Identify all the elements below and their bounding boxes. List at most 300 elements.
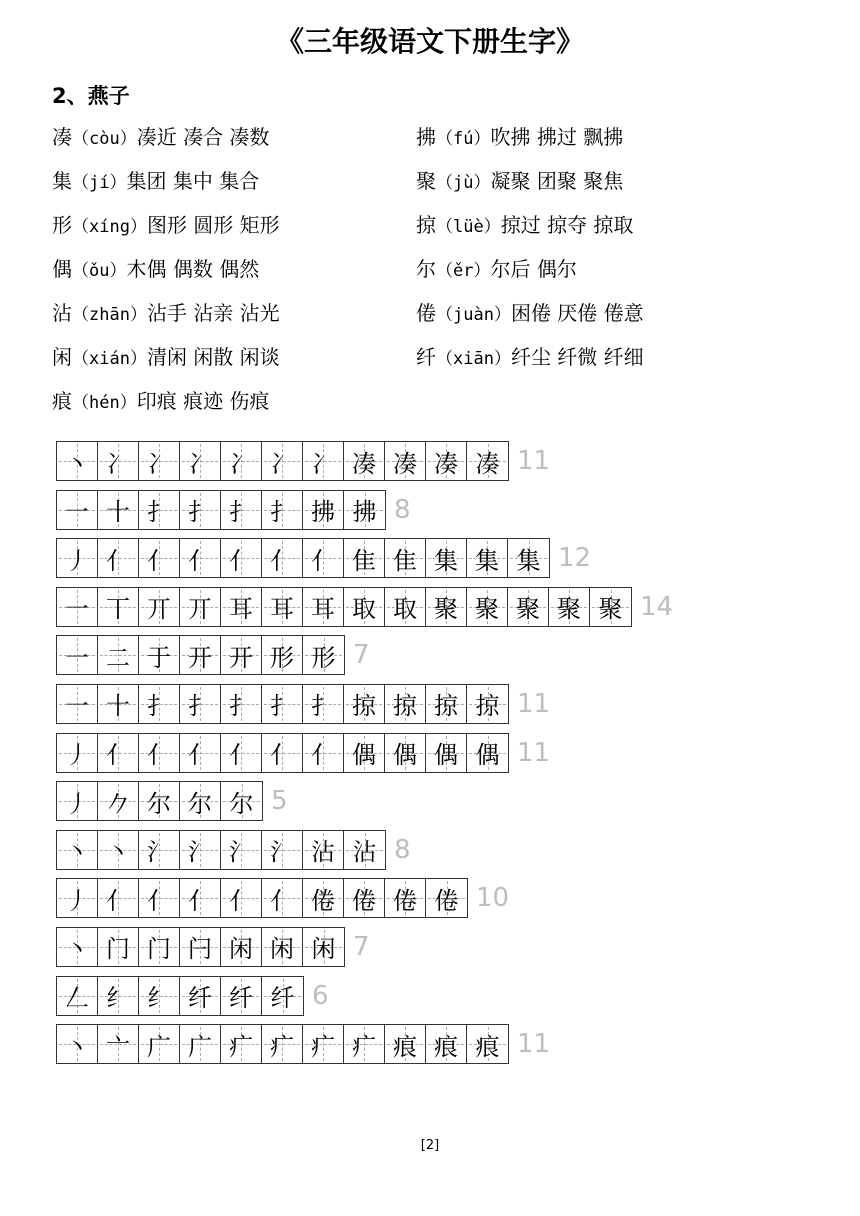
- vocab-char: 掠: [416, 213, 436, 237]
- stroke-glyph: 偶: [352, 741, 376, 770]
- stroke-cell: [98, 928, 139, 966]
- stroke-glyph: 疒: [311, 1032, 335, 1061]
- stroke-cell: [180, 928, 221, 966]
- stroke-glyph: 倦: [352, 886, 376, 915]
- stroke-cell: [262, 636, 303, 674]
- stroke-cell: [344, 685, 385, 723]
- stroke-glyph: 门: [106, 935, 130, 964]
- stroke-cell: [221, 879, 262, 917]
- vocab-pinyin: （hén）: [72, 393, 137, 413]
- stroke-glyph: 集: [434, 546, 458, 575]
- stroke-cell: [262, 491, 303, 529]
- stroke-glyph: 形: [311, 643, 336, 672]
- stroke-glyph: 丶: [65, 449, 89, 478]
- stroke-cell: [467, 685, 508, 723]
- stroke-cell: [180, 977, 221, 1015]
- vocab-char: 凑: [52, 125, 72, 149]
- vocab-pinyin: （xiān）: [436, 349, 511, 369]
- stroke-glyph: 亻: [147, 741, 171, 770]
- stroke-cells: [56, 441, 509, 481]
- stroke-count: 7: [353, 931, 370, 962]
- stroke-cell: [139, 539, 180, 577]
- stroke-cell: [426, 539, 467, 577]
- stroke-glyph: 亻: [147, 546, 171, 575]
- stroke-cell: [57, 442, 98, 480]
- stroke-glyph: 耳: [270, 595, 294, 624]
- vocab-entry: [416, 120, 796, 164]
- stroke-glyph: 亻: [270, 741, 294, 770]
- stroke-cells: [56, 587, 632, 627]
- stroke-count: 11: [517, 688, 551, 719]
- stroke-glyph: 拂: [352, 498, 377, 527]
- stroke-glyph: 扌: [229, 692, 253, 721]
- stroke-cells: [56, 878, 468, 918]
- vocab-char: 痕: [52, 389, 72, 413]
- vocab-pinyin: （còu）: [72, 129, 137, 149]
- stroke-row: [56, 781, 673, 821]
- stroke-cell: [57, 928, 98, 966]
- stroke-glyph: 倦: [311, 886, 335, 915]
- stroke-cell: [139, 831, 180, 869]
- stroke-glyph: 亻: [311, 546, 335, 575]
- stroke-glyph: 扌: [229, 498, 253, 527]
- stroke-cell: [467, 442, 508, 480]
- stroke-cell: [139, 1025, 180, 1063]
- stroke-cells: [56, 538, 550, 578]
- vocab-pinyin: （xíng）: [72, 217, 147, 237]
- stroke-cell: [98, 442, 139, 480]
- stroke-cell: [303, 685, 344, 723]
- stroke-glyph: 集: [475, 546, 499, 575]
- stroke-glyph: 丶: [65, 838, 89, 867]
- vocab-char: 拂: [416, 125, 436, 149]
- stroke-cell: [262, 928, 303, 966]
- stroke-glyph: 纟: [147, 984, 171, 1013]
- stroke-glyph: 聚: [598, 595, 623, 624]
- stroke-cell: [98, 977, 139, 1015]
- stroke-glyph: 拂: [311, 498, 335, 527]
- vocab-char: 纤: [416, 345, 436, 369]
- stroke-count: 11: [517, 446, 551, 476]
- vocab-words: 图形 圆形 矩形: [146, 213, 280, 237]
- vocab-words: 纤尘 纤微 纤细: [510, 345, 644, 369]
- stroke-cell: [139, 588, 180, 626]
- stroke-cell: [221, 491, 262, 529]
- stroke-glyph: 冫: [311, 449, 335, 478]
- stroke-glyph: 亻: [106, 741, 130, 770]
- stroke-glyph: 闩: [188, 935, 212, 964]
- stroke-glyph: 氵: [188, 838, 212, 867]
- stroke-row: [56, 587, 673, 627]
- stroke-glyph: 扌: [270, 692, 294, 721]
- stroke-cell: [221, 685, 262, 723]
- stroke-row: [56, 927, 673, 967]
- stroke-cell: [98, 1025, 139, 1063]
- stroke-glyph: 冫: [188, 449, 212, 478]
- stroke-glyph: 凑: [393, 449, 417, 478]
- stroke-cell: [57, 734, 98, 772]
- stroke-glyph: 尔: [188, 789, 212, 818]
- stroke-glyph: 倦: [434, 886, 459, 915]
- stroke-cell: [98, 685, 139, 723]
- stroke-cell: [303, 539, 344, 577]
- stroke-glyph: 沾: [352, 838, 377, 867]
- stroke-cell: [57, 782, 98, 820]
- stroke-cell: [139, 491, 180, 529]
- stroke-cell: [385, 879, 426, 917]
- stroke-cell: [385, 685, 426, 723]
- stroke-glyph: 丅: [106, 595, 130, 624]
- stroke-cell: [139, 636, 180, 674]
- stroke-cell: [426, 734, 467, 772]
- stroke-glyph: 耳: [229, 595, 253, 624]
- stroke-glyph: 掠: [475, 692, 500, 721]
- stroke-glyph: 沾: [311, 838, 335, 867]
- stroke-glyph: 耳: [311, 595, 335, 624]
- stroke-glyph: 掠: [352, 692, 376, 721]
- stroke-cell: [221, 782, 262, 820]
- stroke-cell: [344, 588, 385, 626]
- stroke-cell: [508, 588, 549, 626]
- stroke-glyph: 偶: [434, 741, 458, 770]
- vocab-entry: [52, 164, 432, 208]
- stroke-cell: [180, 1025, 221, 1063]
- stroke-glyph: 亻: [311, 741, 335, 770]
- stroke-cell: [221, 636, 262, 674]
- stroke-glyph: 丶: [65, 935, 89, 964]
- page-number: [2]: [420, 1138, 440, 1153]
- stroke-glyph: 亻: [106, 886, 130, 915]
- stroke-cell: [139, 928, 180, 966]
- stroke-row: [56, 635, 673, 675]
- vocab-pinyin: （juàn）: [436, 305, 511, 325]
- stroke-row: [56, 538, 673, 578]
- stroke-glyph: 凑: [434, 449, 458, 478]
- stroke-glyph: 聚: [557, 595, 581, 624]
- vocab-words: 尔后 偶尔: [490, 257, 577, 281]
- stroke-glyph: 丿: [65, 886, 89, 915]
- stroke-cell: [221, 1025, 262, 1063]
- stroke-glyph: 𠂊: [106, 789, 130, 818]
- stroke-cell: [221, 442, 262, 480]
- stroke-cell: [139, 685, 180, 723]
- stroke-count: 12: [558, 543, 592, 574]
- stroke-cell: [590, 588, 631, 626]
- stroke-cell: [57, 685, 98, 723]
- stroke-cells: [56, 976, 304, 1016]
- stroke-glyph: 丿: [65, 546, 89, 575]
- stroke-glyph: 冫: [229, 449, 253, 478]
- vocab-words: 集团 集中 集合: [126, 169, 260, 193]
- vocab-list-left: [52, 120, 432, 428]
- vocab-entry: [52, 208, 432, 252]
- vocab-words: 吹拂 拂过 飘拂: [490, 125, 624, 149]
- stroke-glyph: 聚: [475, 595, 499, 624]
- vocab-entry: [416, 164, 796, 208]
- stroke-row: [56, 1024, 673, 1064]
- stroke-cell: [221, 977, 262, 1015]
- stroke-glyph: 氵: [147, 838, 171, 867]
- stroke-glyph: 亻: [188, 546, 212, 575]
- stroke-cell: [385, 734, 426, 772]
- stroke-cell: [385, 442, 426, 480]
- stroke-cell: [221, 734, 262, 772]
- stroke-cell: [549, 588, 590, 626]
- vocab-entry: [52, 384, 432, 428]
- stroke-row: [56, 441, 673, 481]
- vocab-words: 掠过 掠夺 掠取: [500, 213, 634, 237]
- stroke-cell: [344, 734, 385, 772]
- stroke-glyph: 亻: [270, 546, 294, 575]
- stroke-cell: [385, 1025, 426, 1063]
- stroke-cell: [344, 491, 385, 529]
- stroke-glyph: 亻: [229, 741, 253, 770]
- vocab-pinyin: （xián）: [72, 349, 147, 369]
- stroke-cell: [262, 879, 303, 917]
- stroke-row: [56, 976, 673, 1016]
- stroke-cell: [221, 539, 262, 577]
- stroke-glyph: 闲: [311, 935, 336, 964]
- stroke-glyph: 尔: [147, 789, 171, 818]
- stroke-cell: [98, 491, 139, 529]
- stroke-glyph: 痕: [393, 1032, 417, 1061]
- stroke-cells: [56, 927, 345, 967]
- stroke-cell: [139, 734, 180, 772]
- stroke-glyph: 疒: [270, 1032, 294, 1061]
- stroke-glyph: 集: [516, 546, 541, 575]
- stroke-glyph: 聚: [516, 595, 540, 624]
- stroke-cell: [139, 977, 180, 1015]
- stroke-glyph: 开: [229, 643, 253, 672]
- stroke-count: 11: [517, 737, 551, 768]
- stroke-cell: [303, 491, 344, 529]
- stroke-cell: [303, 636, 344, 674]
- stroke-glyph: 扌: [311, 692, 335, 721]
- stroke-cell: [180, 685, 221, 723]
- stroke-cell: [221, 831, 262, 869]
- stroke-cell: [98, 782, 139, 820]
- vocab-pinyin: （zhān）: [72, 305, 147, 325]
- stroke-glyph: 亻: [188, 741, 212, 770]
- stroke-cell: [262, 734, 303, 772]
- vocab-char: 闲: [52, 345, 72, 369]
- stroke-cell: [98, 636, 139, 674]
- stroke-glyph: 取: [393, 595, 417, 624]
- stroke-cell: [426, 1025, 467, 1063]
- stroke-cell: [262, 539, 303, 577]
- stroke-glyph: 扌: [188, 692, 212, 721]
- vocab-char: 偶: [52, 257, 72, 281]
- stroke-cells: [56, 490, 386, 530]
- stroke-glyph: 偶: [393, 741, 417, 770]
- stroke-count: 5: [271, 786, 288, 817]
- stroke-cell: [180, 491, 221, 529]
- stroke-row: [56, 684, 673, 724]
- stroke-row: [56, 878, 673, 918]
- vocab-entry: [52, 120, 432, 164]
- vocab-pinyin: （lüè）: [436, 217, 501, 237]
- vocab-words: 清闲 闲散 闲谈: [146, 345, 280, 369]
- stroke-cells: [56, 733, 509, 773]
- stroke-glyph: 纤: [229, 984, 253, 1013]
- stroke-glyph: 倦: [393, 886, 417, 915]
- vocab-char: 聚: [416, 169, 436, 193]
- stroke-glyph: 丶: [65, 1032, 89, 1061]
- stroke-cell: [426, 442, 467, 480]
- stroke-count: 11: [517, 1029, 551, 1060]
- stroke-glyph: 丶: [106, 838, 130, 867]
- stroke-cell: [426, 879, 467, 917]
- stroke-cell: [221, 928, 262, 966]
- stroke-cell: [139, 442, 180, 480]
- stroke-glyph: 亻: [188, 886, 212, 915]
- stroke-cell: [262, 831, 303, 869]
- stroke-glyph: 亻: [229, 886, 253, 915]
- stroke-cell: [385, 588, 426, 626]
- stroke-cell: [262, 685, 303, 723]
- stroke-cell: [303, 442, 344, 480]
- stroke-glyph: 丌: [147, 595, 171, 624]
- stroke-glyph: 十: [106, 692, 130, 721]
- stroke-cell: [344, 831, 385, 869]
- stroke-glyph: 隹: [352, 546, 376, 575]
- vocab-char: 沾: [52, 301, 72, 325]
- stroke-cell: [426, 588, 467, 626]
- stroke-glyph: 闲: [270, 935, 294, 964]
- stroke-glyph: 疒: [352, 1032, 376, 1061]
- stroke-cells: [56, 1024, 509, 1064]
- stroke-cell: [180, 636, 221, 674]
- stroke-cell: [344, 442, 385, 480]
- vocab-words: 困倦 厌倦 倦意: [510, 301, 644, 325]
- stroke-cell: [180, 539, 221, 577]
- stroke-glyph: 疒: [229, 1032, 253, 1061]
- stroke-cell: [57, 831, 98, 869]
- stroke-glyph: 一: [65, 692, 89, 721]
- stroke-glyph: 闲: [229, 935, 253, 964]
- stroke-glyph: 扌: [188, 498, 212, 527]
- stroke-glyph: 二: [106, 643, 130, 672]
- stroke-cell: [303, 928, 344, 966]
- vocab-char: 尔: [416, 257, 436, 281]
- stroke-glyph: 痕: [475, 1032, 500, 1061]
- stroke-cell: [426, 685, 467, 723]
- stroke-cell: [98, 831, 139, 869]
- stroke-cell: [262, 588, 303, 626]
- stroke-cell: [180, 734, 221, 772]
- stroke-cell: [57, 539, 98, 577]
- stroke-count: 14: [640, 591, 674, 622]
- stroke-glyph: 氵: [270, 838, 294, 867]
- stroke-cell: [303, 831, 344, 869]
- stroke-cell: [262, 442, 303, 480]
- stroke-row: [56, 733, 673, 773]
- stroke-cell: [303, 734, 344, 772]
- vocab-entry: [416, 208, 796, 252]
- stroke-cell: [303, 1025, 344, 1063]
- stroke-glyph: 亻: [270, 886, 294, 915]
- stroke-glyph: 于: [147, 643, 171, 672]
- stroke-cell: [467, 734, 508, 772]
- vocab-words: 凝聚 团聚 聚焦: [490, 169, 624, 193]
- stroke-cell: [303, 879, 344, 917]
- vocab-pinyin: （ěr）: [436, 261, 491, 281]
- stroke-glyph: 亻: [147, 886, 171, 915]
- stroke-glyph: 亠: [106, 1032, 130, 1061]
- stroke-glyph: 尔: [229, 789, 254, 818]
- vocab-words: 沾手 沾亲 沾光: [146, 301, 280, 325]
- stroke-glyph: 丌: [188, 595, 212, 624]
- stroke-cells: [56, 635, 345, 675]
- stroke-cell: [139, 879, 180, 917]
- vocab-entry: [416, 252, 796, 296]
- vocab-pinyin: （jí）: [72, 173, 127, 193]
- stroke-glyph: 广: [147, 1032, 171, 1061]
- stroke-glyph: 一: [65, 595, 89, 624]
- vocab-words: 木偶 偶数 偶然: [126, 257, 260, 281]
- stroke-cell: [180, 588, 221, 626]
- stroke-cell: [467, 539, 508, 577]
- stroke-row: [56, 490, 673, 530]
- stroke-glyph: 取: [352, 595, 376, 624]
- stroke-count: 8: [394, 494, 411, 525]
- stroke-cell: [57, 977, 98, 1015]
- stroke-cell: [262, 1025, 303, 1063]
- stroke-cell: [180, 879, 221, 917]
- page-title: 《三年级语文下册生字》: [275, 25, 584, 58]
- vocab-pinyin: （fú）: [436, 129, 491, 149]
- stroke-cell: [57, 491, 98, 529]
- stroke-cells: [56, 830, 386, 870]
- stroke-cell: [385, 539, 426, 577]
- stroke-cells: [56, 781, 263, 821]
- vocab-char: 倦: [416, 301, 436, 325]
- stroke-cell: [344, 539, 385, 577]
- stroke-count: 6: [312, 980, 329, 1011]
- lesson-heading: 2、燕子: [52, 84, 130, 108]
- stroke-glyph: 偶: [475, 741, 500, 770]
- vocab-pinyin: （ǒu）: [72, 261, 127, 281]
- stroke-glyph: 扌: [147, 498, 171, 527]
- stroke-count: 7: [353, 640, 370, 671]
- stroke-cell: [57, 636, 98, 674]
- stroke-glyph: 痕: [434, 1032, 458, 1061]
- stroke-cell: [221, 588, 262, 626]
- stroke-cell: [57, 1025, 98, 1063]
- stroke-glyph: 一: [65, 643, 89, 672]
- stroke-glyph: 扌: [147, 692, 171, 721]
- stroke-cell: [139, 782, 180, 820]
- vocab-words: 凑近 凑合 凑数: [136, 125, 270, 149]
- stroke-glyph: 广: [188, 1032, 212, 1061]
- stroke-glyph: 扌: [270, 498, 294, 527]
- stroke-cell: [508, 539, 549, 577]
- stroke-row: [56, 830, 673, 870]
- stroke-order-grid: [56, 441, 673, 1073]
- stroke-glyph: 冫: [147, 449, 171, 478]
- stroke-glyph: 掠: [393, 692, 417, 721]
- stroke-cells: [56, 684, 509, 724]
- vocab-entry: [416, 340, 796, 384]
- stroke-cell: [344, 1025, 385, 1063]
- stroke-glyph: 亻: [106, 546, 130, 575]
- stroke-glyph: 十: [106, 498, 130, 527]
- vocab-char: 形: [52, 213, 72, 237]
- stroke-glyph: 掠: [434, 692, 458, 721]
- stroke-glyph: 冫: [106, 449, 130, 478]
- stroke-cell: [57, 588, 98, 626]
- stroke-cell: [344, 879, 385, 917]
